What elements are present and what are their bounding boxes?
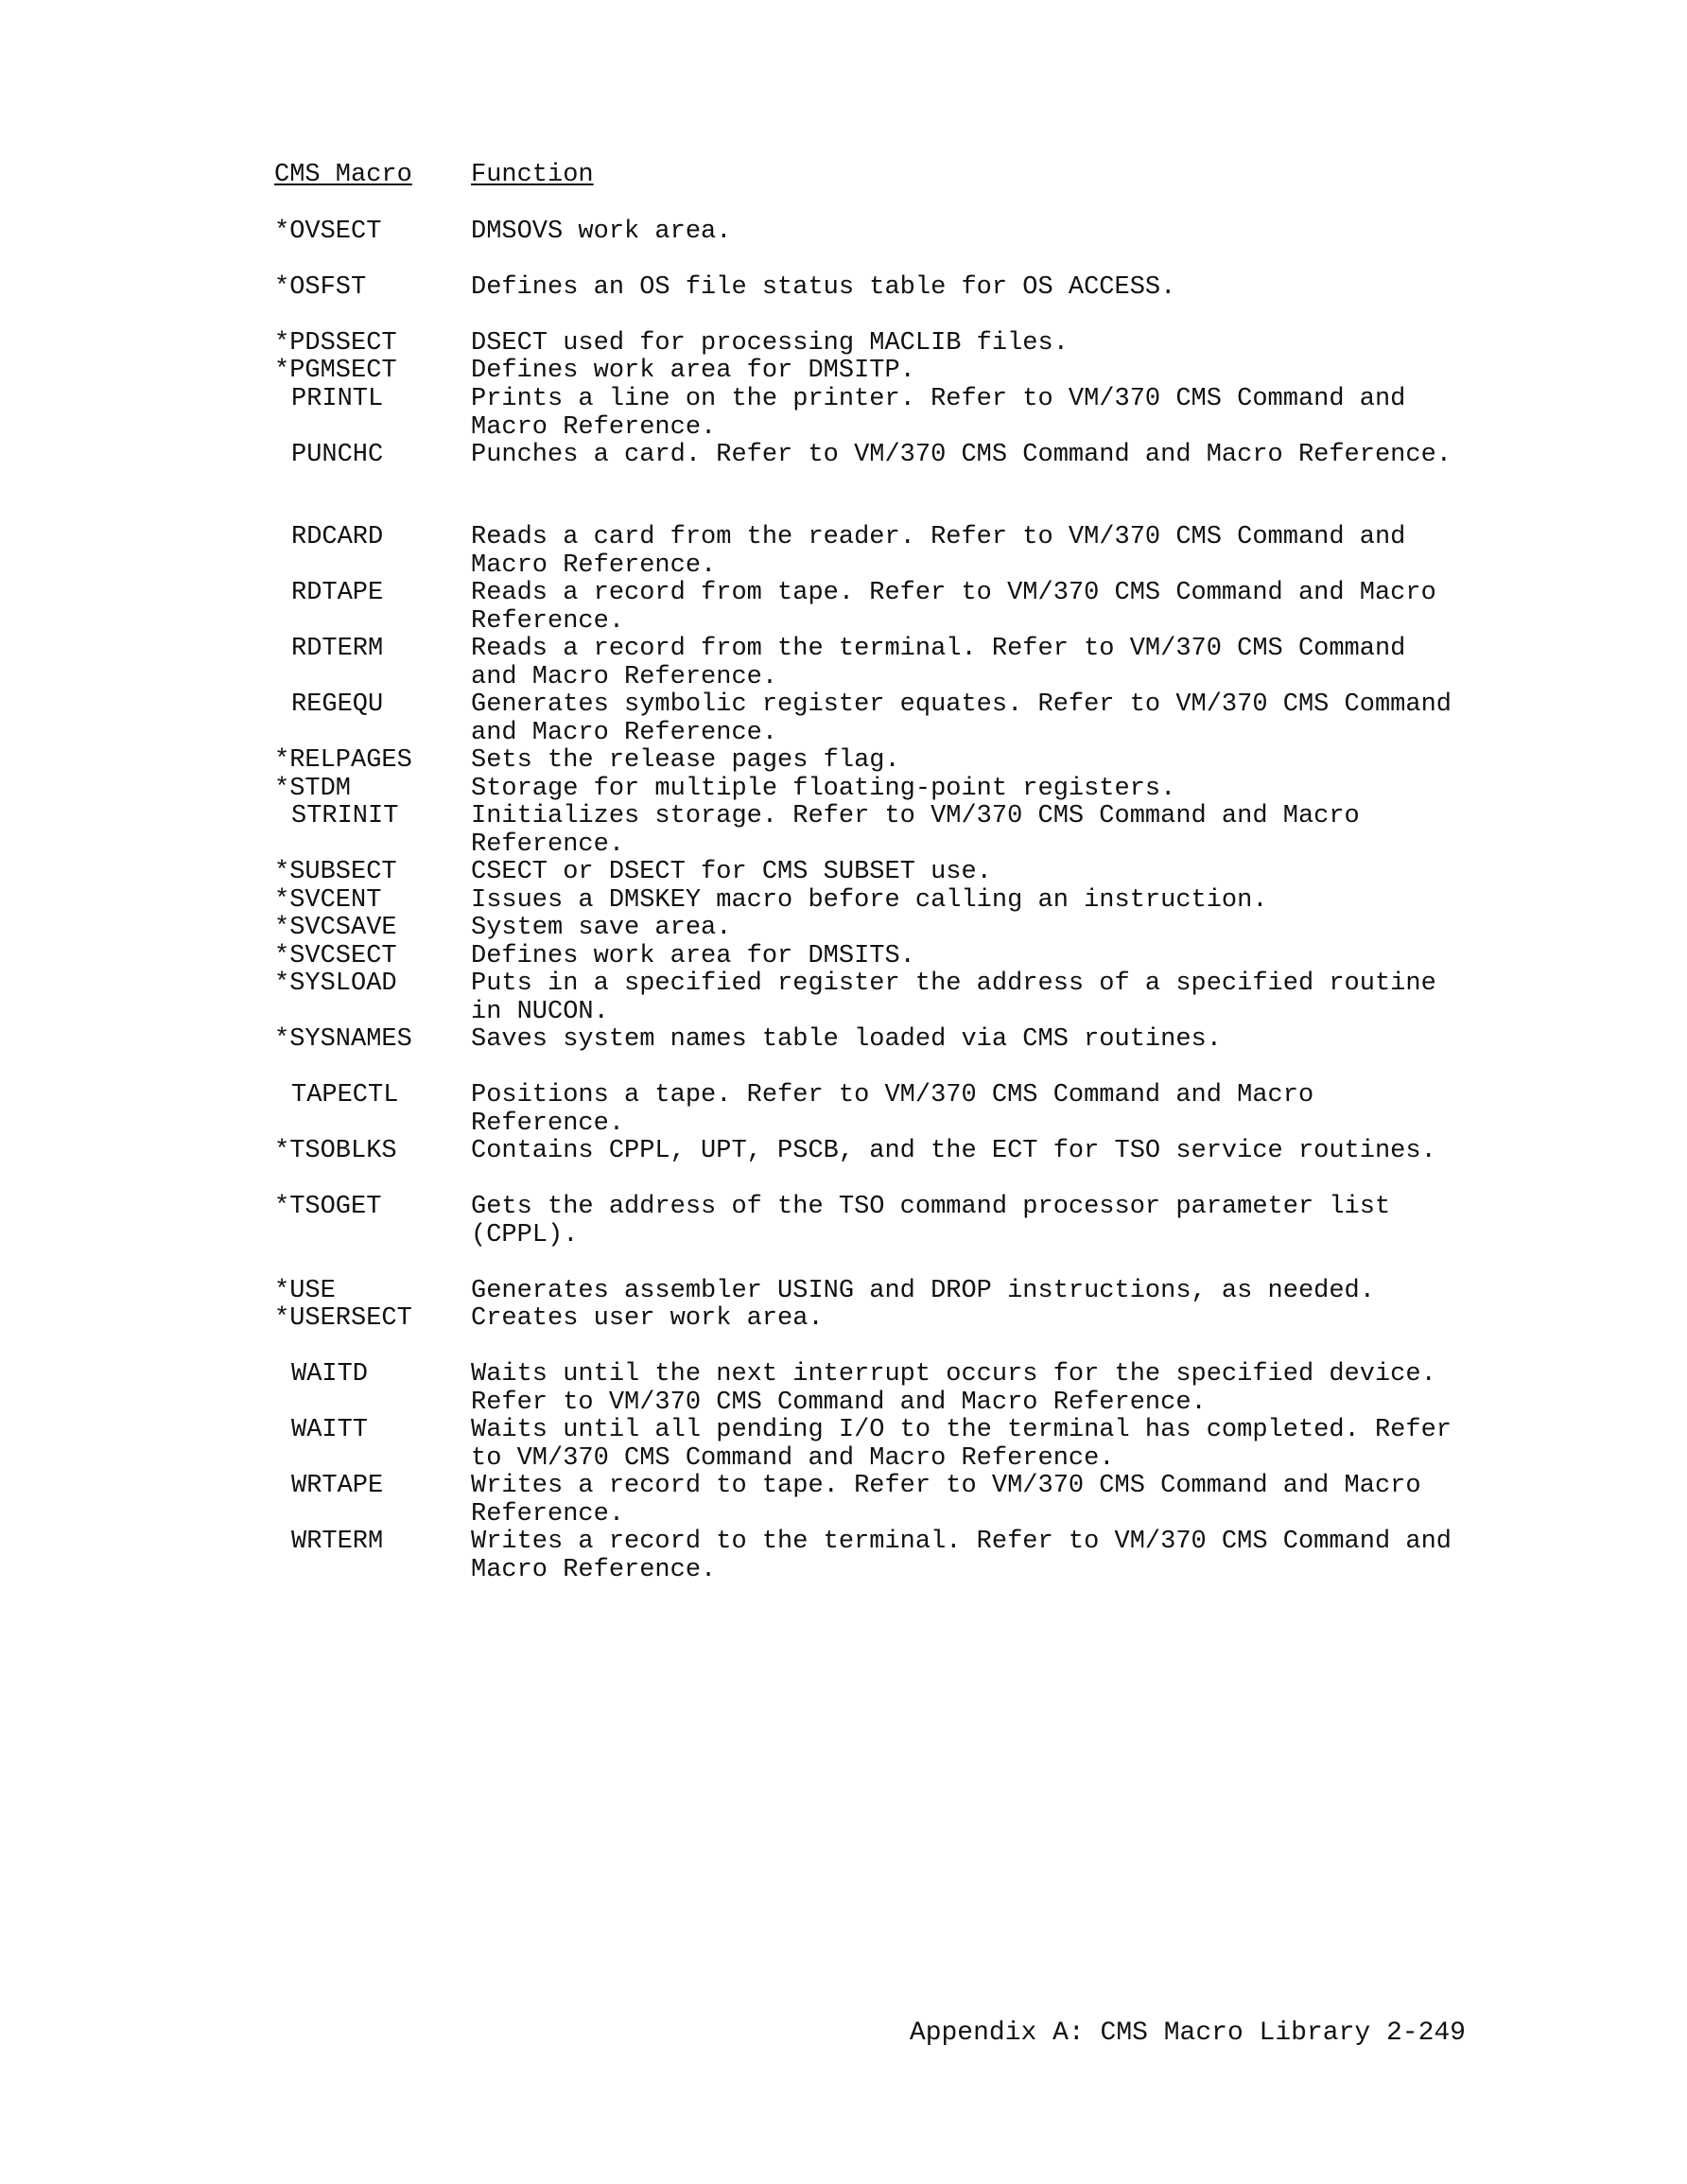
macro-function: System save area.: [471, 914, 732, 942]
macro-function: CSECT or DSECT for CMS SUBSET use.: [471, 858, 992, 886]
macro-name: *SUBSECT: [274, 858, 397, 886]
macro-name: *SYSNAMES: [274, 1025, 412, 1054]
macro-name: *SVCENT: [274, 886, 382, 915]
macro-name: *PGMSECT: [274, 357, 397, 385]
macro-function: Defines work area for DMSITP.: [471, 357, 915, 385]
macro-function: Saves system names table loaded via CMS routines.: [471, 1025, 1222, 1054]
macro-name: TAPECTL: [291, 1081, 399, 1109]
macro-function: Defines an OS file status table for OS ACCESS.: [471, 273, 1176, 302]
macro-function: Punches a card. Refer to VM/370 CMS Command and Macro Reference.: [471, 441, 1452, 469]
macro-name: *PDSSECT: [274, 329, 397, 358]
macro-table: [274, 0, 1485, 2184]
macro-function: Positions a tape. Refer to VM/370 CMS Command and Macro Reference.: [471, 1081, 1330, 1138]
column-header-function: Function: [471, 161, 594, 189]
macro-name: REGEQU: [291, 690, 384, 719]
column-header-cms-macro: CMS Macro: [274, 161, 412, 189]
macro-name: WAITT: [291, 1416, 369, 1444]
macro-name: WRTAPE: [291, 1472, 384, 1500]
macro-name: WRTERM: [291, 1528, 384, 1556]
macro-function: Reads a record from the terminal. Refer to VM/370 CMS Command and Macro Reference.: [471, 635, 1421, 691]
macro-function: Gets the address of the TSO command processor parameter list (CPPL).: [471, 1193, 1406, 1249]
macro-name: *RELPAGES: [274, 746, 412, 775]
macro-function: Waits until all pending I/O to the terminal has completed. Refer to VM/370 CMS Command and Macro Reference.: [471, 1416, 1468, 1473]
macro-function: Reads a card from the reader. Refer to VM/370 CMS Command and Macro Reference.: [471, 523, 1421, 580]
macro-function: Puts in a specified register the address of a specified routine in NUCON.: [471, 970, 1452, 1026]
macro-name: *SVCSECT: [274, 942, 397, 970]
macro-name: *OSFST: [274, 273, 367, 302]
macro-function: Contains CPPL, UPT, PSCB, and the ECT for TSO service routines.: [471, 1137, 1436, 1165]
macro-name: *USERSECT: [274, 1304, 412, 1333]
page-footer: Appendix A: CMS Macro Library 2-249: [909, 2018, 1466, 2048]
macro-name: RDCARD: [291, 523, 384, 551]
macro-function: Generates assembler USING and DROP instructions, as needed.: [471, 1277, 1375, 1305]
macro-function: Generates symbolic register equates. Refer to VM/370 CMS Command and Macro Reference.: [471, 690, 1468, 747]
macro-function: Writes a record to the terminal. Refer to VM/370 CMS Command and Macro Reference.: [471, 1528, 1468, 1584]
macro-name: STRINIT: [291, 802, 399, 830]
macro-function: Prints a line on the printer. Refer to VM/370 CMS Command and Macro Reference.: [471, 385, 1421, 442]
macro-function: Initializes storage. Refer to VM/370 CMS Command and Macro Reference.: [471, 802, 1375, 859]
macro-name: RDTERM: [291, 635, 384, 663]
macro-name: WAITD: [291, 1360, 369, 1389]
macro-name: *OVSECT: [274, 218, 382, 246]
macro-function: DMSOVS work area.: [471, 218, 732, 246]
macro-function: Waits until the next interrupt occurs for the specified device. Refer to VM/370 CMS Command and Macro Reference.: [471, 1360, 1452, 1417]
macro-function: Defines work area for DMSITS.: [471, 942, 915, 970]
macro-name: RDTAPE: [291, 579, 384, 607]
macro-name: PRINTL: [291, 385, 384, 413]
macro-function: Reads a record from tape. Refer to VM/370 CMS Command and Macro Reference.: [471, 579, 1452, 636]
macro-function: Writes a record to tape. Refer to VM/370 CMS Command and Macro Reference.: [471, 1472, 1436, 1529]
macro-name: *USE: [274, 1277, 336, 1305]
macro-name: *TSOBLKS: [274, 1137, 397, 1165]
macro-function: Storage for multiple floating-point registers.: [471, 775, 1176, 803]
macro-name: *SVCSAVE: [274, 914, 397, 942]
macro-name: *STDM: [274, 775, 352, 803]
macro-function: DSECT used for processing MACLIB files.: [471, 329, 1069, 358]
macro-name: *SYSLOAD: [274, 970, 397, 998]
macro-function: Issues a DMSKEY macro before calling an instruction.: [471, 886, 1268, 915]
macro-name: PUNCHC: [291, 441, 384, 469]
macro-function: Creates user work area.: [471, 1304, 824, 1333]
macro-name: *TSOGET: [274, 1193, 382, 1221]
macro-function: Sets the release pages flag.: [471, 746, 900, 775]
